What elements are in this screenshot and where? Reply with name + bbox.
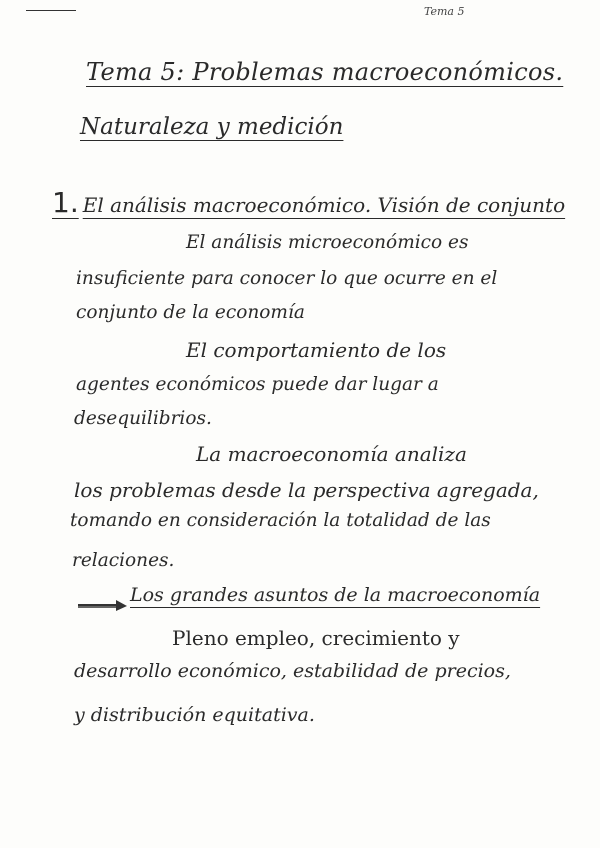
text-line: relaciones. — [72, 550, 175, 571]
top-right-mark: Tema 5 — [424, 5, 465, 18]
text-line: El análisis microeconómico es — [186, 232, 469, 253]
text-line: y distribución equitativa. — [74, 704, 315, 726]
text-line: agentes económicos puede dar lugar a — [76, 374, 439, 395]
text-line: insuficiente para conocer lo que ocurre en el — [76, 268, 498, 289]
text-line: El comportamiento de los — [186, 338, 447, 362]
text-line: desequilibrios. — [74, 408, 212, 429]
top-left-mark — [26, 10, 76, 11]
text-line: los problemas desde la perspectiva agregada, — [74, 478, 539, 502]
text-line: Pleno empleo, crecimiento y — [172, 626, 460, 650]
page-subtitle: Naturaleza y medición — [80, 114, 344, 140]
text-line: desarrollo económico, estabilidad de precios, — [74, 660, 511, 682]
section-heading — [52, 186, 565, 219]
page-title: Tema 5: Problemas macroeconómicos. — [86, 58, 564, 86]
text-line: conjunto de la economía — [76, 302, 305, 323]
text-line: tomando en consideración la totalidad de las — [70, 510, 491, 531]
section-number: 1. — [52, 186, 79, 219]
text-line: La macroeconomía analiza — [196, 442, 467, 466]
section-heading-text: El análisis macroeconómico. Visión de conjunto — [82, 193, 566, 217]
arrow-icon — [76, 598, 128, 612]
subsection-heading: Los grandes asuntos de la macroeconomía — [130, 584, 541, 606]
